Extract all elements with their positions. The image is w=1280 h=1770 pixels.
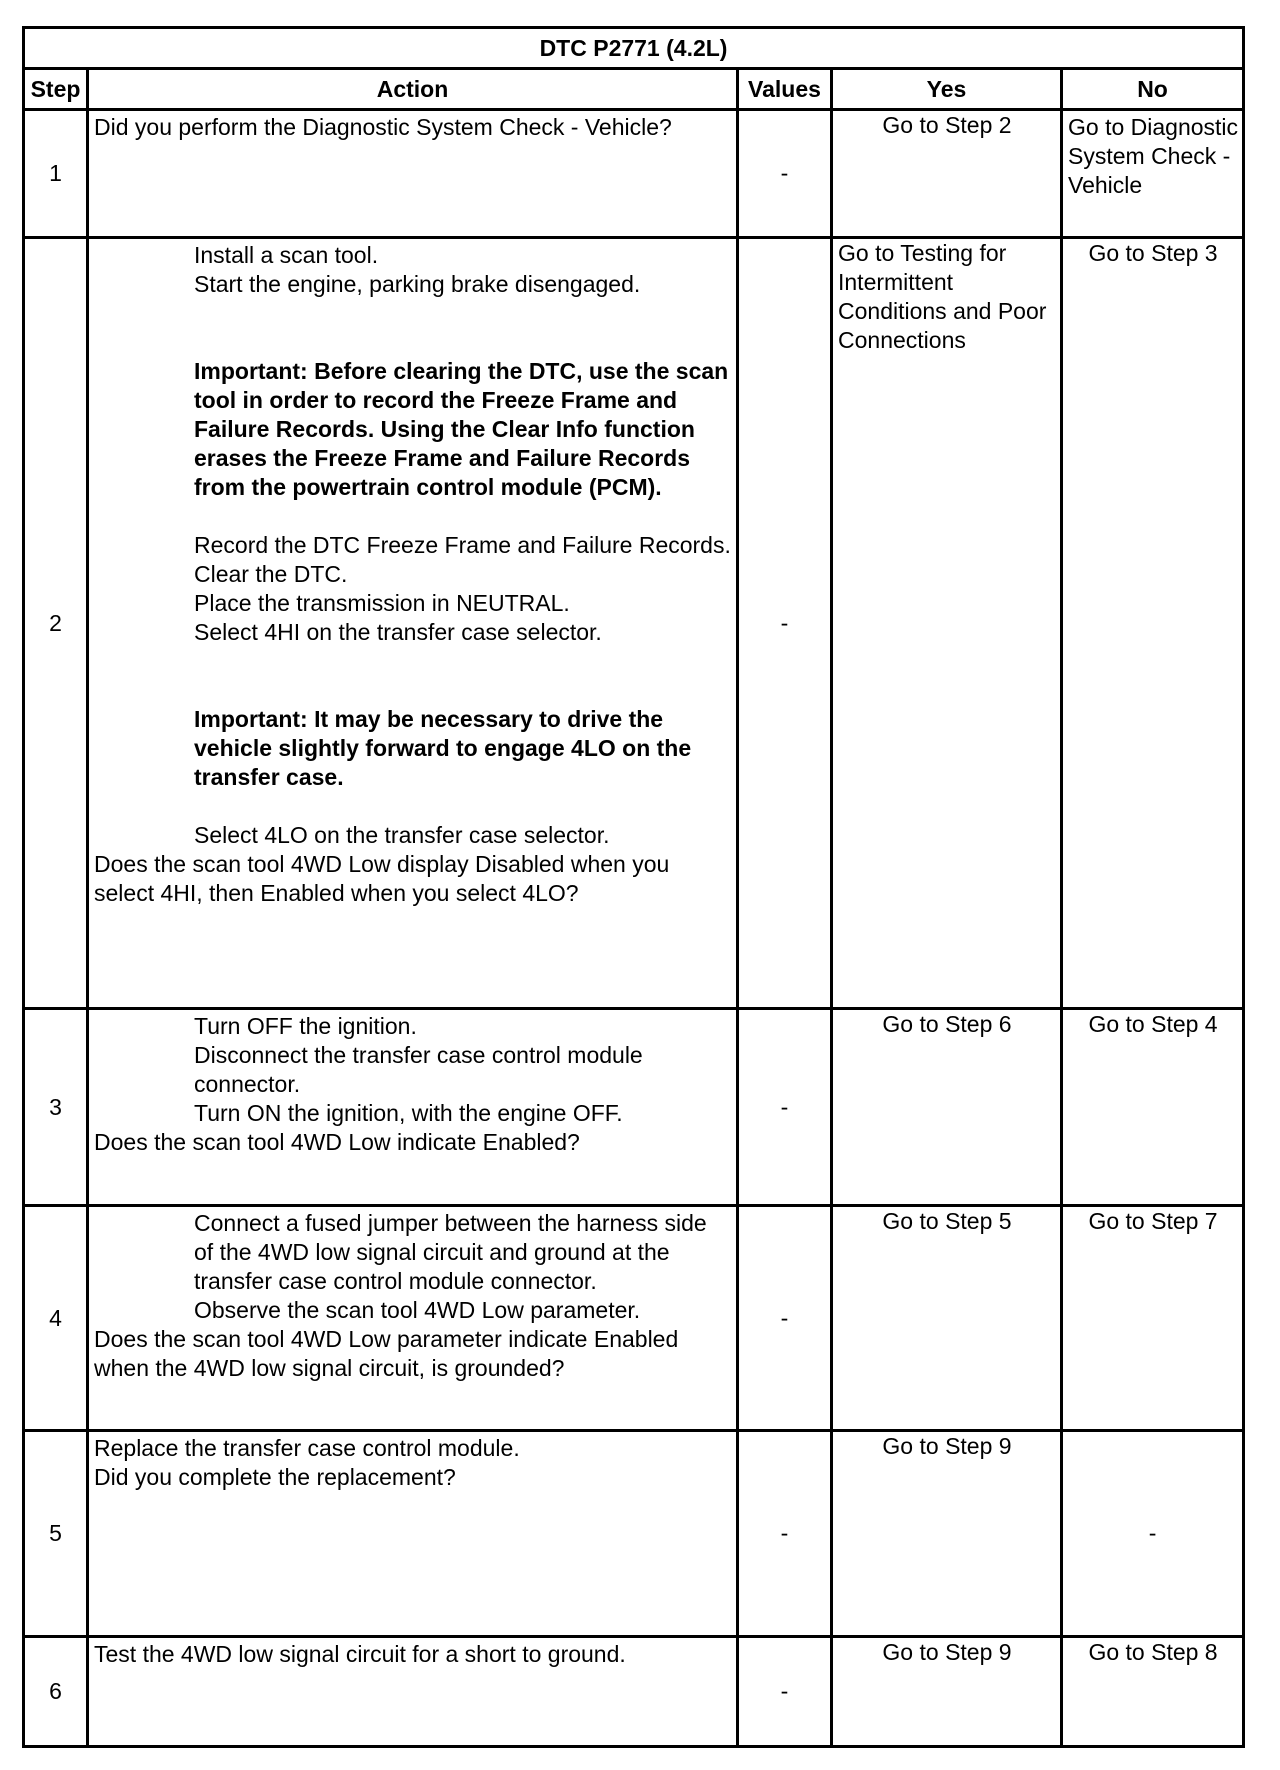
yes-text: Go to Step 9 [882, 1639, 1012, 1665]
instruction-line: Record the DTC Freeze Frame and Failure Records. [194, 532, 731, 558]
step-number: 2 [24, 238, 88, 1009]
important-note: Important: It may be necessary to drive the vehicle slightly forward to engage 4LO on the transfer case. [194, 706, 692, 790]
table-row [24, 1431, 1244, 1637]
yes-cell [832, 1637, 1062, 1747]
yes-cell [832, 110, 1062, 238]
no-text: Go to Step 4 [1088, 1011, 1218, 1037]
instruction-line: Install a scan tool. [194, 242, 379, 268]
step-number: 6 [24, 1637, 88, 1747]
instruction-line: Turn ON the ignition, with the engine OFF. [194, 1100, 623, 1126]
header-step: Step [24, 69, 88, 110]
no-cell [1062, 1206, 1244, 1431]
question-text: Does the scan tool 4WD Low parameter indicate Enabled when the 4WD low signal circuit, is grounded? [94, 1326, 679, 1381]
instruction-text: Test the 4WD low signal circuit for a short to ground. [94, 1641, 626, 1667]
no-cell [1062, 110, 1244, 238]
instruction-line: Connect a fused jumper between the harness side of the 4WD low signal circuit and ground at the transfer case control module connector. [194, 1210, 707, 1294]
no-cell [1062, 238, 1244, 1009]
action-cell [88, 1009, 738, 1206]
action-cell [88, 238, 738, 1009]
diagnostic-table [22, 26, 1245, 1748]
no-cell [1062, 1637, 1244, 1747]
values-cell: - [738, 1637, 832, 1747]
instruction-line: Observe the scan tool 4WD Low parameter. [194, 1297, 641, 1323]
yes-text: Go to Testing for Intermittent Conditions and Poor Connections [838, 240, 1047, 353]
action-cell [88, 1431, 738, 1637]
step-number: 5 [24, 1431, 88, 1637]
action-cell [88, 1637, 738, 1747]
no-text: Go to Step 7 [1088, 1208, 1218, 1234]
instruction-line: Select 4HI on the transfer case selector. [194, 619, 602, 645]
action-cell [88, 110, 738, 238]
question-text: Did you perform the Diagnostic System Check - Vehicle? [94, 114, 672, 140]
yes-text: Go to Step 6 [882, 1011, 1012, 1037]
table-row [24, 1637, 1244, 1747]
step-number: 3 [24, 1009, 88, 1206]
instruction-line: Clear the DTC. [194, 561, 348, 587]
values-cell: - [738, 1206, 832, 1431]
table-row [24, 238, 1244, 1009]
values-cell: - [738, 110, 832, 238]
header-no: No [1062, 69, 1244, 110]
table-row [24, 110, 1244, 238]
instruction-line: Place the transmission in NEUTRAL. [194, 590, 570, 616]
question-text: Does the scan tool 4WD Low display Disabled when you select 4HI, then Enabled when you select 4LO? [94, 851, 670, 906]
instruction-line: Turn OFF the ignition. [194, 1013, 417, 1039]
instruction-line: Disconnect the transfer case control module connector. [194, 1042, 643, 1097]
instruction-line: Start the engine, parking brake disengaged. [194, 271, 641, 297]
yes-cell [832, 1206, 1062, 1431]
important-note: Important: Before clearing the DTC, use the scan tool in order to record the Freeze Frame and Failure Records. Using the Clear Info function erases the Freeze Frame and Failure Records from the powertrain control module (PCM). [194, 358, 729, 500]
yes-cell [832, 1431, 1062, 1637]
no-cell [1062, 1009, 1244, 1206]
question-text: Does the scan tool 4WD Low indicate Enabled? [94, 1129, 580, 1155]
yes-cell [832, 1009, 1062, 1206]
table-title: DTC P2771 (4.2L) [24, 28, 1244, 69]
step-number: 1 [24, 110, 88, 238]
yes-text: Go to Step 2 [882, 112, 1012, 138]
yes-cell [832, 238, 1062, 1009]
values-cell: - [738, 238, 832, 1009]
step-number: 4 [24, 1206, 88, 1431]
values-cell: - [738, 1009, 832, 1206]
no-text: Go to Step 3 [1088, 240, 1218, 266]
no-text: Go to Diagnostic System Check - Vehicle [1068, 114, 1239, 198]
header-action: Action [88, 69, 738, 110]
header-yes: Yes [832, 69, 1062, 110]
values-cell: - [738, 1431, 832, 1637]
yes-text: Go to Step 9 [882, 1433, 1012, 1459]
header-values: Values [738, 69, 832, 110]
instruction-line: Select 4LO on the transfer case selector. [194, 822, 610, 848]
no-text: Go to Step 8 [1088, 1639, 1218, 1665]
table-row [24, 1009, 1244, 1206]
no-cell: - [1062, 1431, 1244, 1637]
question-text: Did you complete the replacement? [94, 1464, 456, 1490]
action-cell [88, 1206, 738, 1431]
instruction-text: Replace the transfer case control module. [94, 1435, 520, 1461]
table-row [24, 1206, 1244, 1431]
yes-text: Go to Step 5 [882, 1208, 1012, 1234]
